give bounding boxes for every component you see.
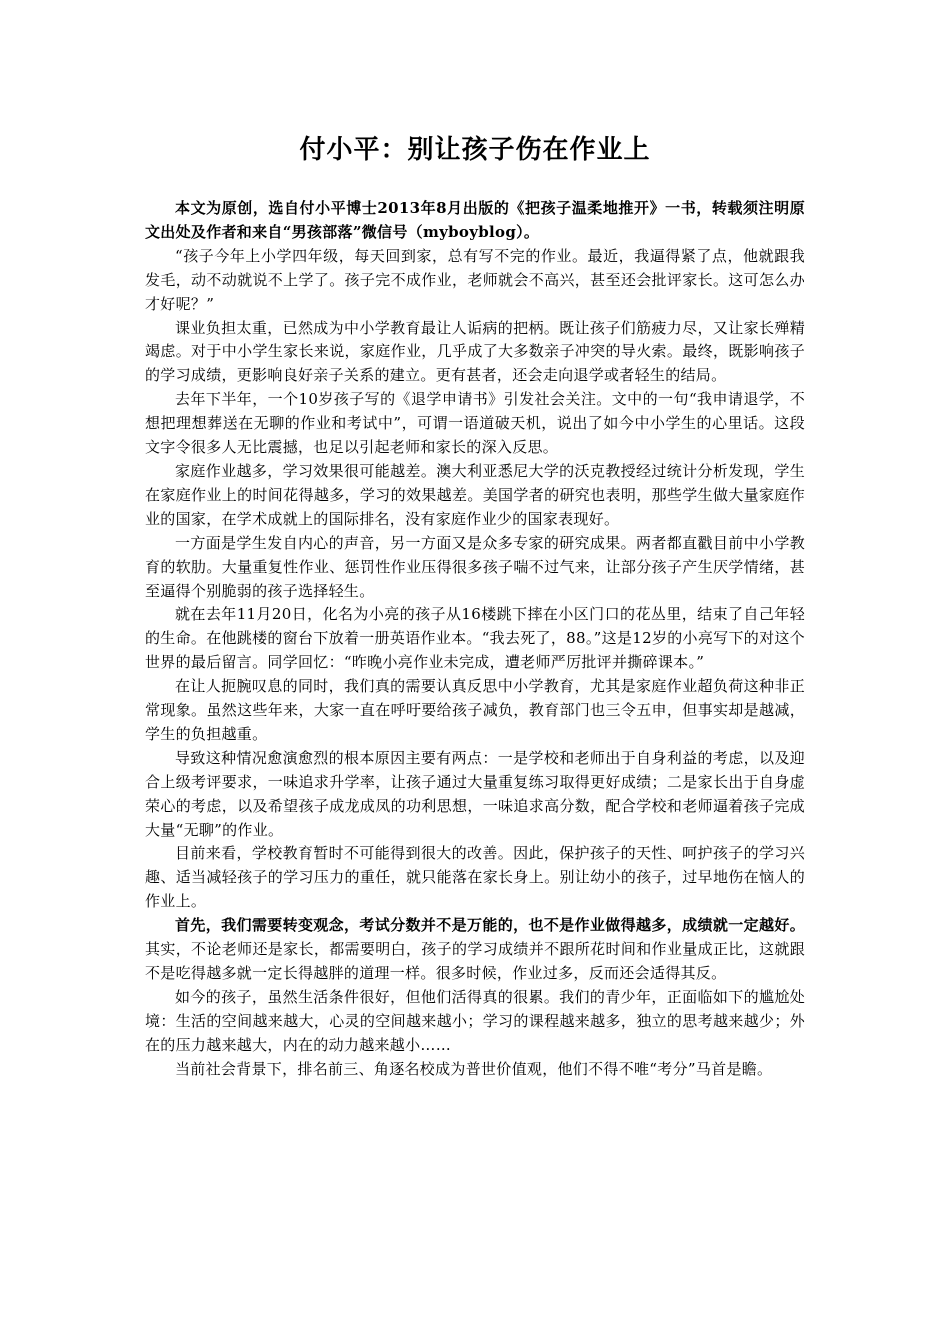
body-paragraph-6: 就在去年11月20日，化名为小亮的孩子从16楼跳下摔在小区门口的花丛里，结束了自己年轻的生命。在他跳楼的窗台下放着一册英语作业本。“我去死了，88。”这是12岁的小亮写下的对这个世界的最后留言。同学回忆：“昨晚小亮作业未完成，遭老师严厉批评并撕碎课本。” (145, 605, 805, 672)
body-paragraph-7: 在让人扼腕叹息的同时，我们真的需要认真反思中小学教育，尤其是家庭作业超负荷这种非正常现象。虽然这些年来，大家一直在呼吁要给孩子减负，教育部门也三令五申，但事实却是越减，学生的负担越重。 (145, 677, 805, 743)
body-paragraph-3: 去年下半年，一个10岁孩子写的《退学申请书》引发社会关注。文中的一句“我申请退学，不想把理想葬送在无聊的作业和考试中”，可谓一语道破天机，说出了如今中小学生的心里话。这段文字令很多人无比震撼，也足以引起老师和家长的深入反思。 (145, 390, 805, 457)
intro-paragraph: 本文为原创，选自付小平博士2013年8月出版的《把孩子温柔地推开》一书，转载须注明原文出处及作者和来自“男孩部落”微信号（myboyblog）。 (145, 199, 805, 241)
emphasis-lead-text: 首先，我们需要转变观念，考试分数并不是万能的，也不是作业做得越多，成绩就一定越好。 (175, 916, 805, 935)
body-paragraph-2: 课业负担太重，已然成为中小学教育最让人诟病的把柄。既让孩子们筋疲力尽，又让家长殚精竭虑。对于中小学生家长来说，家庭作业，几乎成了大多数亲子冲突的导火索。最终，既影响孩子的学习成绩，更影响良好亲子关系的建立。更有甚者，还会走向退学或者轻生的结局。 (145, 318, 805, 385)
body-paragraph-1: “孩子今年上小学四年级，每天回到家，总有写不完的作业。最近，我逼得紧了点，他就跟我发毛，动不动就说不上学了。孩子完不成作业，老师就会不高兴，甚至还会批评家长。这可怎么办才好呢？” (145, 246, 805, 313)
body-paragraph-5: 一方面是学生发自内心的声音，另一方面又是众多专家的研究成果。两者都直戳目前中小学教育的软肋。大量重复性作业、惩罚性作业压得很多孩子喘不过气来，让部分孩子产生厌学情绪，甚至逼得个别脆弱的孩子选择轻生。 (145, 533, 805, 600)
body-paragraph-9: 目前来看，学校教育暂时不可能得到很大的改善。因此，保护孩子的天性、呵护孩子的学习兴趣、适当减轻孩子的学习压力的重任，就只能落在家长身上。别让幼小的孩子，过早地伤在恼人的作业上。 (145, 844, 805, 911)
body-paragraph-4: 家庭作业越多，学习效果很可能越差。澳大利亚悉尼大学的沃克教授经过统计分析发现，学生在家庭作业上的时间花得越多，学习的效果越差。美国学者的研究也表明，那些学生做大量家庭作业的国家，在学术成就上的国际排名，没有家庭作业少的国家表现好。 (145, 461, 805, 528)
document-title: 付小平：别让孩子伤在作业上 (299, 135, 651, 165)
closing-paragraph-1: 如今的孩子，虽然生活条件很好，但他们活得真的很累。我们的青少年，正面临如下的尴尬处境：生活的空间越来越大，心灵的空间越来越小；学习的课程越来越多，独立的思考越来越少；外在的压力越来越大，内在的动力越来越小…… (145, 987, 805, 1054)
emphasis-rest-text: 其实，不论老师还是家长，都需要明白，孩子的学习成绩并不跟所花时间和作业量成正比，这就跟不是吃得越多就一定长得越胖的道理一样。很多时候，作业过多，反而还会适得其反。 (145, 940, 805, 982)
body-paragraph-8: 导致这种情况愈演愈烈的根本原因主要有两点：一是学校和老师出于自身利益的考虑，以及迎合上级考评要求，一味追求升学率，让孩子通过大量重复练习取得更好成绩；二是家长出于自身虚荣心的考虑，以及希望孩子成龙成凤的功利思想，一味追求高分数，配合学校和老师逼着孩子完成大量“无聊”的作业。 (145, 748, 805, 839)
document-page (145, 132, 805, 1082)
emphasis-paragraph (145, 914, 805, 986)
closing-paragraph-2: 当前社会背景下，排名前三、角逐名校成为普世价值观，他们不得不唯“考分”马首是瞻。 (175, 1059, 773, 1078)
